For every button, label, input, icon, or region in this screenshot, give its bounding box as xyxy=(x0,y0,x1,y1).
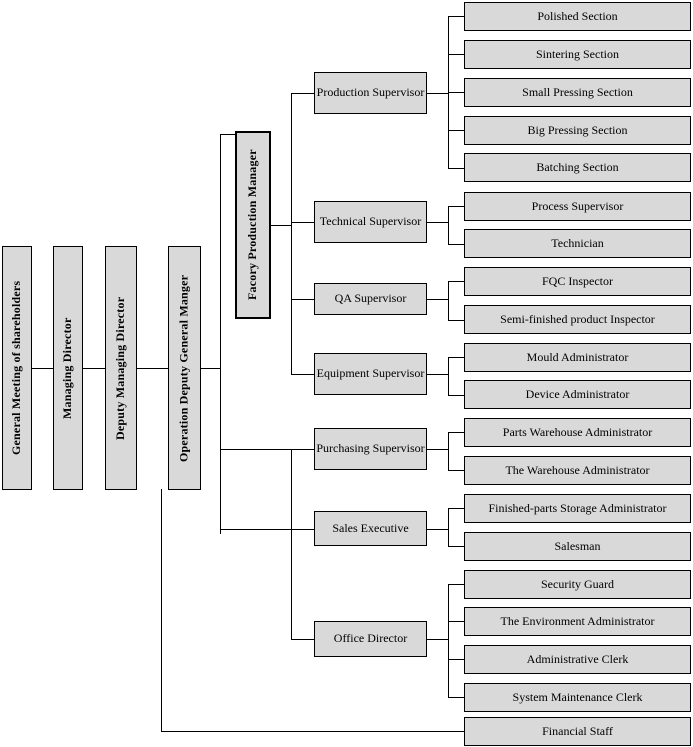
node-label: Facory Production Manager xyxy=(245,149,260,301)
node-label: Production Supervisor xyxy=(316,85,425,100)
connector xyxy=(448,357,449,395)
node-finished-parts-storage-administrator xyxy=(464,494,691,523)
connector xyxy=(220,134,221,534)
node-big-pressing-section xyxy=(464,116,691,145)
node-the-warehouse-administrator xyxy=(464,456,691,485)
node-administrative-clerk xyxy=(464,645,691,674)
node-general-meeting xyxy=(2,246,32,490)
connector xyxy=(291,374,315,375)
node-label: Batching Section xyxy=(536,159,619,174)
node-factory-production-manager xyxy=(235,131,271,319)
node-label: Deputy Managing Director xyxy=(113,296,128,440)
connector xyxy=(427,529,449,530)
connector xyxy=(448,584,465,585)
node-semi-finished-product-inspector xyxy=(464,305,691,334)
node-label: Semi-finished product Inspector xyxy=(500,311,655,326)
connector xyxy=(448,621,465,622)
node-label: General Meeting of shareholders xyxy=(9,280,24,456)
node-label: FQC Inspector xyxy=(542,273,613,288)
node-label: Purchasing Supervisor xyxy=(316,441,425,456)
connector xyxy=(220,449,315,450)
node-qa-supervisor xyxy=(314,283,427,315)
node-label: The Environment Administrator xyxy=(500,613,655,628)
node-label: Polished Section xyxy=(537,8,618,23)
connector xyxy=(291,449,292,639)
connector xyxy=(448,659,465,660)
connector xyxy=(448,16,465,17)
node-deputy-managing-director xyxy=(105,246,137,490)
node-label: Security Guard xyxy=(541,576,614,591)
node-polished-section xyxy=(464,2,691,31)
node-fqc-inspector xyxy=(464,267,691,296)
node-operation-deputy-general-manger xyxy=(168,246,201,490)
connector xyxy=(201,368,221,369)
node-label: Financial Staff xyxy=(542,723,613,738)
connector xyxy=(448,244,465,245)
connector xyxy=(448,432,449,471)
node-sintering-section xyxy=(464,40,691,69)
connector xyxy=(448,584,449,698)
node-purchasing-supervisor xyxy=(314,428,427,470)
node-financial-staff xyxy=(464,717,691,746)
connector xyxy=(161,489,162,731)
node-label: Salesman xyxy=(554,538,601,553)
connector xyxy=(448,206,465,207)
connector xyxy=(448,395,465,396)
connector xyxy=(448,320,465,321)
node-batching-section xyxy=(464,153,691,182)
node-label: Office Director xyxy=(333,631,408,646)
connector xyxy=(448,546,465,547)
node-small-pressing-section xyxy=(464,78,691,107)
connector xyxy=(291,93,292,375)
node-label: Finished-parts Storage Administrator xyxy=(488,500,667,515)
node-label: QA Supervisor xyxy=(334,291,407,306)
node-parts-warehouse-administrator xyxy=(464,418,691,447)
node-process-supervisor xyxy=(464,192,691,221)
node-label: Device Administrator xyxy=(525,386,630,401)
connector xyxy=(448,130,465,131)
connector xyxy=(427,374,449,375)
connector xyxy=(427,93,449,94)
node-label: Parts Warehouse Administrator xyxy=(502,424,653,439)
node-label: Mould Administrator xyxy=(526,349,629,364)
connector xyxy=(220,529,315,530)
node-managing-director xyxy=(53,246,83,490)
connector xyxy=(448,92,465,93)
connector xyxy=(448,508,465,509)
connector xyxy=(427,222,449,223)
connector xyxy=(448,206,449,244)
connector xyxy=(291,299,315,300)
node-office-director xyxy=(314,621,427,657)
connector xyxy=(448,470,465,471)
connector xyxy=(448,281,465,282)
connector xyxy=(427,449,449,450)
node-label: Small Pressing Section xyxy=(522,84,633,99)
connector xyxy=(448,432,465,433)
connector xyxy=(291,639,315,640)
node-security-guard xyxy=(464,570,691,599)
node-label: Operation Deputy General Manger xyxy=(176,274,191,462)
node-sales-executive xyxy=(314,511,427,546)
node-label: Equipment Supervisor xyxy=(316,366,425,381)
node-label: System Maintenance Clerk xyxy=(512,689,643,704)
node-label: Sintering Section xyxy=(536,46,619,61)
connector xyxy=(291,93,315,94)
connector xyxy=(448,54,465,55)
node-label: Administrative Clerk xyxy=(526,651,629,666)
node-label: Sales Executive xyxy=(332,520,409,535)
connector xyxy=(448,357,465,358)
node-label: The Warehouse Administrator xyxy=(505,462,650,477)
node-production-supervisor xyxy=(314,72,427,114)
connector xyxy=(220,134,236,135)
node-device-administrator xyxy=(464,380,691,409)
connector xyxy=(448,281,449,320)
connector xyxy=(83,368,106,369)
connector xyxy=(448,168,465,169)
connector xyxy=(271,225,292,226)
node-label: Technical Supervisor xyxy=(319,214,422,229)
connector xyxy=(448,697,465,698)
connector xyxy=(161,731,465,732)
connector xyxy=(427,299,449,300)
connector xyxy=(427,639,449,640)
node-salesman xyxy=(464,532,691,561)
connector xyxy=(137,368,169,369)
node-equipment-supervisor xyxy=(314,353,427,395)
connector xyxy=(291,222,315,223)
node-technical-supervisor xyxy=(314,201,427,243)
node-label: Big Pressing Section xyxy=(527,122,628,137)
connector xyxy=(32,368,54,369)
node-label: Process Supervisor xyxy=(531,198,624,213)
node-technician xyxy=(464,229,691,258)
connector xyxy=(448,508,449,547)
node-system-maintenance-clerk xyxy=(464,683,691,712)
node-label: Technician xyxy=(551,235,604,250)
node-label: Managing Director xyxy=(60,317,75,419)
node-mould-administrator xyxy=(464,343,691,372)
node-the-environment-administrator xyxy=(464,607,691,636)
